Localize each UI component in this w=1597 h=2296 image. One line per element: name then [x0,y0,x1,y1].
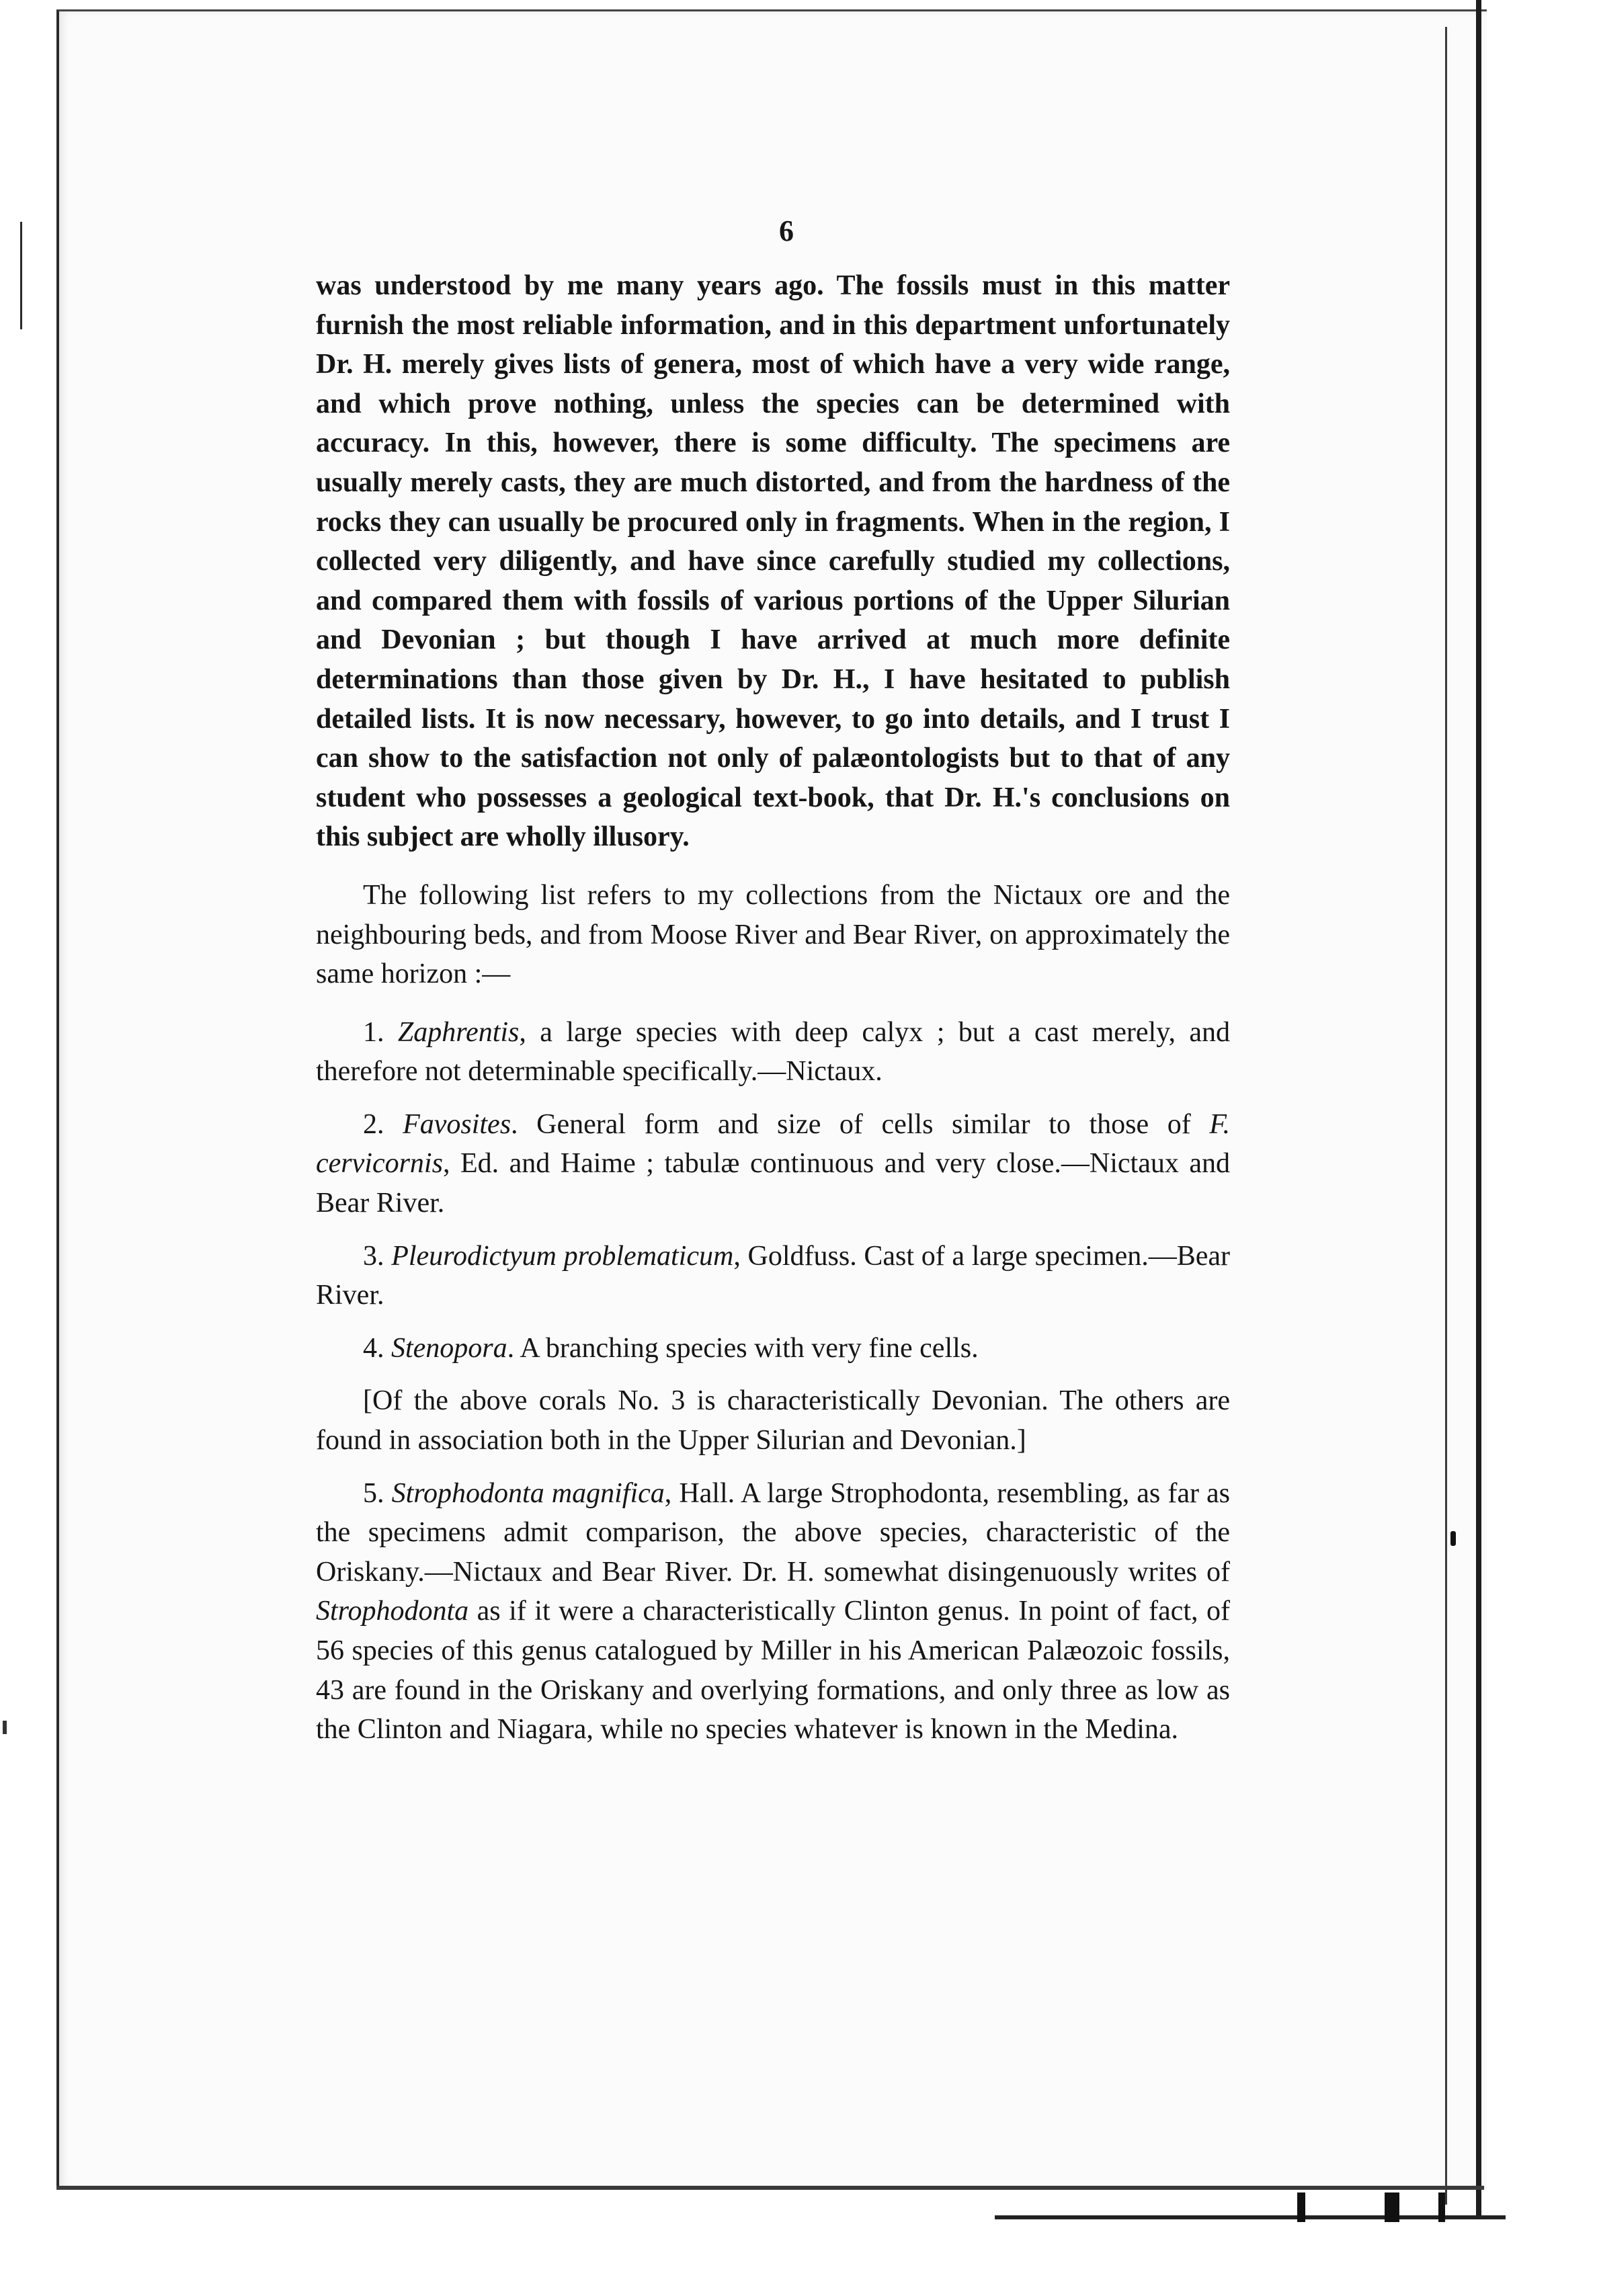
page-number: 6 [779,214,794,247]
species-name: Pleurodictyum problematicum [391,1240,734,1272]
species-name: Strophodonta magnifica [391,1477,665,1509]
page-edge-right [1476,0,1481,2218]
item-number: 5. [363,1477,384,1509]
paragraph-list-intro: The following list refers to my collections from the Nictaux ore and the neighbouring beds, and from Moose River and Bear River, on approximately the same horizon :— [316,879,1230,990]
item-text: , Goldfuss. Cast of a large specimen.—Bear River. [316,1240,1230,1311]
binding-mark [1297,2192,1305,2222]
item-text: as if it were a characteristically Clinton genus. In point of fact, of 56 species of this genus catalogued by Miller in his American Palæozoic fossils, 43 are found in the Oriskany and overlying formations, and only three as low as the Clinton and Niagara, while no species whatever is known in the Medina. [316,1596,1230,1746]
page-fold-line [1445,27,1447,2205]
list-item-4 [316,1329,1230,1368]
item-text: . A branching species with very fine cells. [507,1332,979,1364]
item-number: 1. [363,1016,384,1048]
species-name: F. cervicornis [316,1108,1231,1180]
item-text: , Ed. and Haime ; tabulæ continuous and very close.—Nictaux and Bear River. [316,1148,1230,1219]
item-text: , Hall. A large Strophodonta, resembling, as far as the specimens admit comparison, the above species, characteristic of the Oriskany.—Nictaux and Bear River. Dr. H. somewhat disingenuously writes of [316,1477,1231,1588]
item-number: 4. [363,1332,384,1364]
item-text: . General form and size of cells similar to those of [511,1108,1210,1140]
item-text: , a large species with deep calyx ; but a cast merely, and therefore not determinable specifically.—Nictaux. [316,1016,1230,1088]
page-curl [0,222,22,329]
binding-mark [1438,2192,1445,2222]
scan-artifact [1450,1531,1456,1546]
genus-name: Strophodonta [316,1596,469,1627]
page-edge-bottom [56,2186,1484,2190]
binding-edge-bar [995,2215,1506,2219]
binding-mark [1385,2192,1399,2222]
scan-artifact [3,1721,7,1734]
coral-note: [Of the above corals No. 3 is characteristically Devonian. The others are found in association both in the Upper Silurian and Devonian.] [316,1385,1230,1457]
list-item-2 [316,1105,1230,1223]
genus-name: Zaphrentis [397,1016,520,1048]
list-item-5 [316,1474,1230,1750]
list-item-3 [316,1237,1230,1315]
paragraph-intro: was understood by me many years ago. The fossils must in this matter furnish the most reliable information, and in this department unfortunately Dr. H. merely gives lists of genera, most of which have a very wide range, and which prove nothing, unless the species can be determined with accuracy. In this, however, there is some difficulty. The specimens are usually merely casts, they are much distorted, and from the hardness of the rocks they can usually be procured only in fragments. When in the region, I collected very diligently, and have since carefully studied my collections, and compared them with fossils of various portions of the Upper Silurian and Devonian ; but though I have arrived at much more definite determinations than those given by Dr. H., I have hesitated to publish detailed lists. It is now necessary, however, to go into details, and I trust I can show to the satisfaction not only of palæontologists but to that of any student who possesses a geological text-book, that Dr. H.'s conclusions on this subject are wholly illusory. [316,270,1230,853]
genus-name: Favosites [403,1108,511,1140]
genus-name: Stenopora [391,1332,507,1364]
item-number: 3. [363,1240,384,1272]
item-number: 2. [363,1108,384,1140]
body-text [316,202,1230,1750]
list-item-1 [316,1013,1230,1092]
